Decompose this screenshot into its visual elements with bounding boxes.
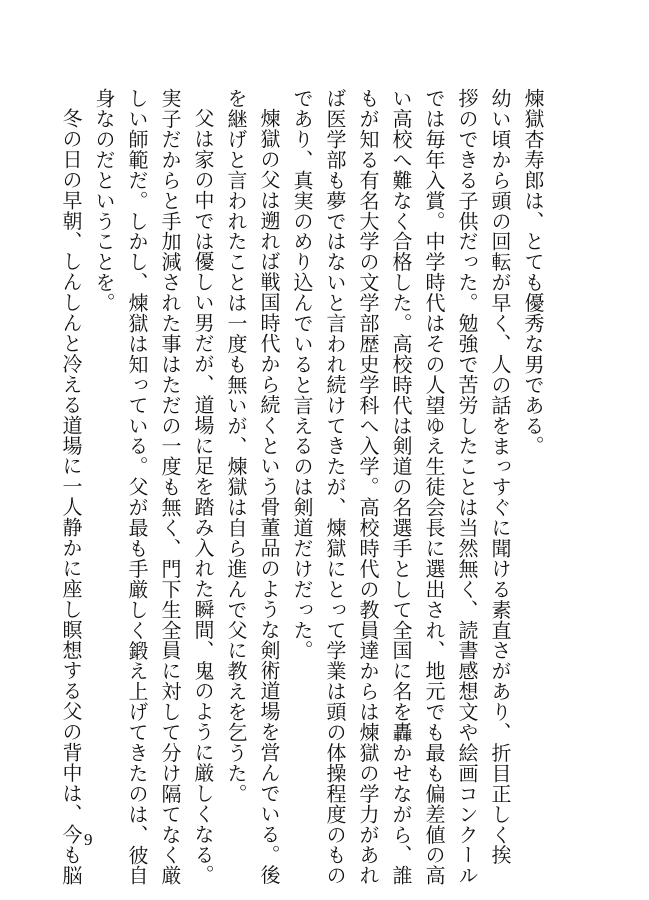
text-line: 冬の日の早朝、しんしんと冷える道場に一人静かに座し瞑想する父の背中は、今も脳 xyxy=(59,108,83,886)
text-line: では毎年入賞。中学時代はその人望ゆえ生徒会長に選出され、地元でも最も偏差値の高 xyxy=(422,88,446,886)
text-line: を継げと言われたことは一度も無いが、煉獄は自ら進んで父に教えを乞うた。 xyxy=(224,88,248,804)
vertical-text-body xyxy=(59,88,549,886)
text-line: 煉獄の父は遡れば戦国時代から続くという骨董品のような剣術道場を営んでいる。後 xyxy=(257,108,281,886)
text-line: 幼い頃から頭の回転が早く、人の話をまっすぐに聞ける素直さがあり、折目正しく挨 xyxy=(488,88,512,866)
text-line: しい師範だ。しかし、煉獄は知っている。父が最も手厳しく鍛え上げてきたのは、彼自 xyxy=(125,88,149,886)
page-number: 9 xyxy=(84,830,93,849)
text-line: 身なのだということを。 xyxy=(92,88,116,313)
text-line: ば医学部も夢ではないと言われ続けてきたが、煉獄にとって学業は頭の体操程度のもの xyxy=(323,88,347,886)
text-line: もが知る有名大学の文学部歴史学科へ入学。高校時代の教員達からは煉獄の学力があれ xyxy=(356,88,380,886)
text-line: 煉獄杏寿郎は、とても優秀な男である。 xyxy=(521,88,545,457)
text-line: 拶のできる子供だった。勉強で苦労したことは当然無く、読書感想文や絵画コンクール xyxy=(455,88,479,886)
text-line: 父は家の中では優しい男だが、道場に足を踏み入れた瞬間、鬼のように厳しくなる。 xyxy=(191,108,215,886)
text-line: い高校へ難なく合格した。高校時代は剣道の名選手として全国に名を轟かせながら、誰 xyxy=(389,88,413,886)
text-line: であり、真実のめり込んでいると言えるのは剣道だけだった。 xyxy=(290,88,314,661)
text-line: 実子だからと手加減された事はただの一度も無く、門下生全員に対して分け隔てなく厳 xyxy=(158,88,182,886)
